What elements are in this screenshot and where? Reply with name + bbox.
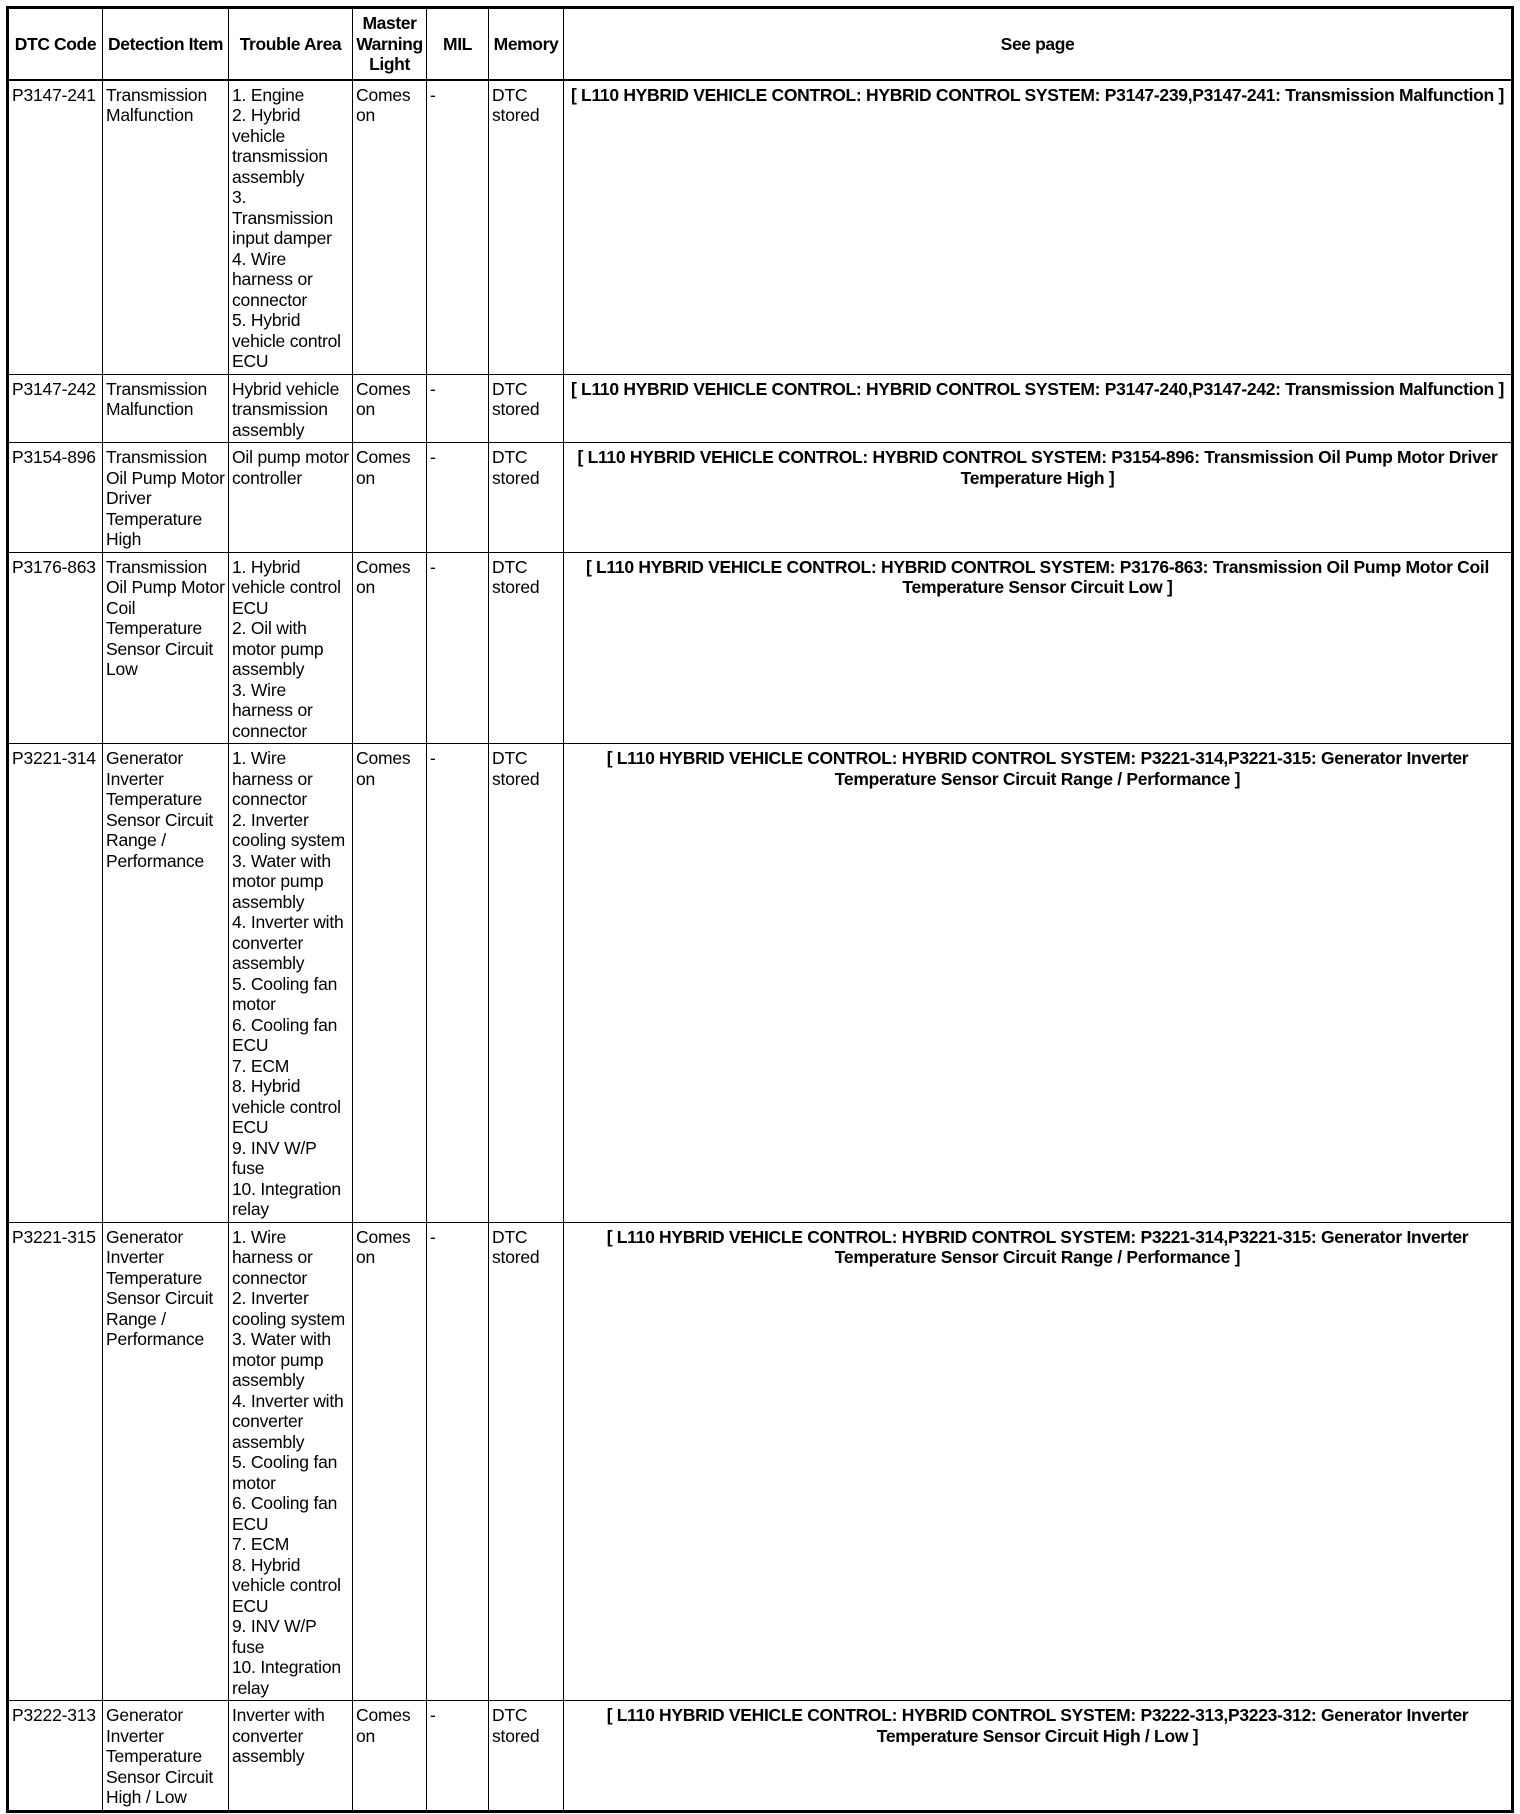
master-warning-light-cell: Comes on: [353, 744, 427, 1223]
table-row: [8, 552, 1513, 744]
trouble-area-item: 7. ECM: [232, 1055, 290, 1076]
trouble-area-item: 10. Integration relay: [232, 1178, 341, 1219]
trouble-area-item: 2. Oil with motor pump assembly: [232, 618, 324, 679]
header-trouble-area: Trouble Area: [229, 8, 353, 80]
master-warning-light-cell: Comes on: [353, 80, 427, 375]
trouble-area-item: 2. Inverter cooling system: [232, 809, 345, 850]
dtc-code-cell: P3221-315: [8, 1222, 103, 1701]
trouble-area-item: 2. Hybrid vehicle transmission assembly: [232, 105, 328, 187]
trouble-area-item: 7. ECM: [232, 1534, 290, 1554]
table-row: [8, 1701, 1513, 1812]
table-row: [8, 80, 1513, 375]
memory-cell: DTC stored: [489, 1222, 564, 1701]
dtc-code-cell: P3176-863: [8, 552, 103, 744]
memory-cell: DTC stored: [489, 80, 564, 375]
trouble-area-item: 9. INV W/P fuse: [232, 1616, 317, 1657]
trouble-area-cell: [229, 374, 353, 443]
trouble-area-item: 1. Wire harness or connector: [232, 1226, 313, 1288]
trouble-area-item: 8. Hybrid vehicle control ECU: [232, 1554, 341, 1616]
trouble-area-item: 9. INV W/P fuse: [232, 1137, 317, 1178]
trouble-area-item: Hybrid vehicle transmission assembly: [232, 378, 340, 440]
memory-cell: DTC stored: [489, 443, 564, 553]
detection-item-cell: Transmission Oil Pump Motor Driver Temperature High: [103, 443, 229, 553]
trouble-area-item: 8. Hybrid vehicle control ECU: [232, 1076, 341, 1137]
table-row: [8, 443, 1513, 553]
trouble-area-cell: [229, 80, 353, 375]
mil-cell: -: [427, 552, 489, 744]
mil-cell: -: [427, 374, 489, 443]
master-warning-light-cell: Comes on: [353, 443, 427, 553]
memory-cell: DTC stored: [489, 374, 564, 443]
table-row: [8, 1222, 1513, 1701]
table-row: [8, 374, 1513, 443]
trouble-area-item: 1. Wire harness or connector: [232, 748, 313, 809]
master-warning-light-cell: Comes on: [353, 552, 427, 744]
trouble-area-item: 6. Cooling fan ECU: [232, 1014, 338, 1055]
see-page-link[interactable]: [ L110 HYBRID VEHICLE CONTROL: HYBRID CONTROL SYSTEM: P3147-240,P3147-242: Transmission Malfunction ]: [564, 374, 1513, 443]
detection-item-cell: Transmission Malfunction: [103, 374, 229, 443]
mil-cell: -: [427, 1222, 489, 1701]
master-warning-light-cell: Comes on: [353, 374, 427, 443]
trouble-area-item: 3. Transmission input damper: [232, 187, 334, 248]
memory-cell: DTC stored: [489, 744, 564, 1223]
trouble-area-item: 3. Water with motor pump assembly: [232, 850, 331, 912]
trouble-area-item: 4. Wire harness or connector: [232, 248, 313, 310]
trouble-area-item: 5. Cooling fan motor: [232, 1452, 338, 1493]
trouble-area-item: 2. Inverter cooling system: [232, 1288, 345, 1329]
master-warning-light-cell: Comes on: [353, 1222, 427, 1701]
header-mil: MIL: [427, 8, 489, 80]
master-warning-light-cell: Comes on: [353, 1701, 427, 1812]
table-header-row: [8, 8, 1513, 80]
header-dtc-code: DTC Code: [8, 8, 103, 80]
detection-item-cell: Generator Inverter Temperature Sensor Circuit High / Low: [103, 1701, 229, 1812]
see-page-link[interactable]: [ L110 HYBRID VEHICLE CONTROL: HYBRID CONTROL SYSTEM: P3221-314,P3221-315: Generator Inverter Temperature Sensor Circuit Range / Performance ]: [564, 744, 1513, 1223]
trouble-area-item: 5. Hybrid vehicle control ECU: [232, 310, 341, 371]
dtc-code-cell: P3222-313: [8, 1701, 103, 1812]
dtc-code-cell: P3221-314: [8, 744, 103, 1223]
trouble-area-item: 10. Integration relay: [232, 1657, 341, 1698]
header-detection-item: Detection Item: [103, 8, 229, 80]
dtc-code-cell: P3147-242: [8, 374, 103, 443]
trouble-area-cell: [229, 1701, 353, 1812]
see-page-link[interactable]: [ L110 HYBRID VEHICLE CONTROL: HYBRID CONTROL SYSTEM: P3147-239,P3147-241: Transmission Malfunction ]: [564, 80, 1513, 375]
trouble-area-item: 4. Inverter with converter assembly: [232, 1390, 344, 1452]
trouble-area-item: 3. Water with motor pump assembly: [232, 1329, 331, 1390]
trouble-area-cell: [229, 744, 353, 1223]
trouble-area-cell: [229, 1222, 353, 1701]
see-page-link[interactable]: [ L110 HYBRID VEHICLE CONTROL: HYBRID CONTROL SYSTEM: P3222-313,P3223-312: Generator Inverter Temperature Sensor Circuit High / Low ]: [564, 1701, 1513, 1812]
detection-item-cell: Generator Inverter Temperature Sensor Circuit Range / Performance: [103, 744, 229, 1223]
dtc-code-cell: P3154-896: [8, 443, 103, 553]
see-page-link[interactable]: [ L110 HYBRID VEHICLE CONTROL: HYBRID CONTROL SYSTEM: P3221-314,P3221-315: Generator Inverter Temperature Sensor Circuit Range / Performance ]: [564, 1222, 1513, 1701]
trouble-area-item: Oil pump motor controller: [232, 447, 349, 488]
memory-cell: DTC stored: [489, 1701, 564, 1812]
dtc-table: [6, 6, 1514, 1813]
trouble-area-item: 4. Inverter with converter assembly: [232, 912, 344, 973]
see-page-link[interactable]: [ L110 HYBRID VEHICLE CONTROL: HYBRID CONTROL SYSTEM: P3176-863: Transmission Oil Pump Motor Coil Temperature Sensor Circuit Low ]: [564, 552, 1513, 744]
dtc-code-cell: P3147-241: [8, 80, 103, 375]
trouble-area-cell: [229, 552, 353, 744]
trouble-area-item: 1. Engine: [232, 84, 305, 105]
trouble-area-cell: [229, 443, 353, 553]
see-page-link[interactable]: [ L110 HYBRID VEHICLE CONTROL: HYBRID CONTROL SYSTEM: P3154-896: Transmission Oil Pump Motor Driver Temperature High ]: [564, 443, 1513, 553]
detection-item-cell: Transmission Oil Pump Motor Coil Temperature Sensor Circuit Low: [103, 552, 229, 744]
mil-cell: -: [427, 1701, 489, 1812]
table-row: [8, 744, 1513, 1223]
header-see-page: See page: [564, 8, 1513, 80]
memory-cell: DTC stored: [489, 552, 564, 744]
mil-cell: -: [427, 443, 489, 553]
trouble-area-item: 1. Hybrid vehicle control ECU: [232, 556, 341, 618]
mil-cell: -: [427, 80, 489, 375]
trouble-area-item: 3. Wire harness or connector: [232, 679, 313, 741]
header-master-warning-light: Master Warning Light: [353, 8, 427, 80]
trouble-area-item: Inverter with converter assembly: [232, 1705, 325, 1766]
detection-item-cell: Transmission Malfunction: [103, 80, 229, 375]
trouble-area-item: 6. Cooling fan ECU: [232, 1493, 338, 1534]
detection-item-cell: Generator Inverter Temperature Sensor Circuit Range / Performance: [103, 1222, 229, 1701]
trouble-area-item: 5. Cooling fan motor: [232, 973, 338, 1014]
mil-cell: -: [427, 744, 489, 1223]
header-memory: Memory: [489, 8, 564, 80]
